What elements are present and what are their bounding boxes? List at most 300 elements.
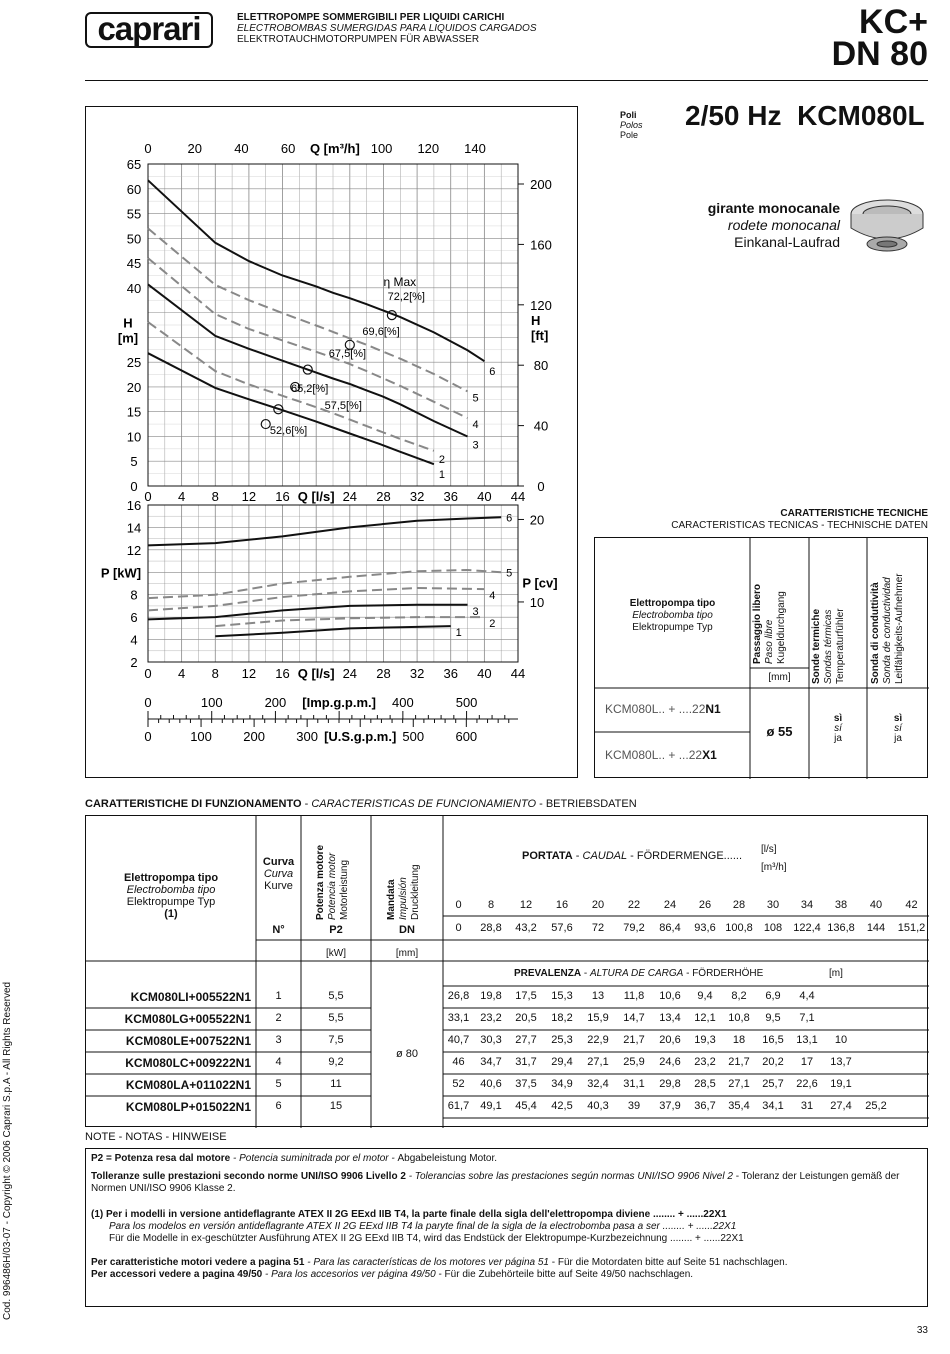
head-value: 13,1 <box>796 1034 818 1046</box>
q-ls-axis-label-bottom: Q [l/s] <box>297 666 335 681</box>
header-titles <box>237 12 537 45</box>
p-kw-tick: 12 <box>126 542 142 558</box>
flow-m3h-value: 100,8 <box>725 922 753 934</box>
head-curve-number: 2 <box>438 453 445 466</box>
op-power-header <box>315 820 351 920</box>
head-value: 29,4 <box>551 1056 573 1068</box>
op-outlet-it: Mandata <box>386 879 397 920</box>
imp-tick: 0 <box>144 695 152 710</box>
tech-pass-unit: [mm] <box>768 672 791 683</box>
q-m3h-tick: 140 <box>464 141 486 156</box>
pump-curve-number: 4 <box>275 1056 282 1068</box>
h-ft-tick: 0 <box>537 479 545 494</box>
head-value: 10,8 <box>728 1012 750 1024</box>
us-tick: 300 <box>296 729 319 744</box>
head-value: 29,8 <box>659 1078 681 1090</box>
note-p2 <box>91 1153 922 1165</box>
op-type-es: Electrobomba tipo <box>126 884 216 896</box>
head-value: 19,1 <box>830 1078 852 1090</box>
op-prev-unit: [m] <box>829 968 843 979</box>
note-acc-it: Per accessori vedere a pagina 49/50 <box>91 1269 263 1280</box>
pump-power: 5,5 <box>328 990 344 1002</box>
efficiency-label: 57,5[%] <box>324 400 362 413</box>
prev-it: PREVALENZA <box>514 968 582 979</box>
imp-tick: 500 <box>455 695 478 710</box>
flow-ls-value: 16 <box>555 899 569 911</box>
pump-curve-number: 5 <box>275 1078 282 1090</box>
q-m3h-axis-label: Q [m³/h] <box>309 141 360 156</box>
note-atex-de: Für die Modelle in ex-geschützter Ausführung ATEX II 2G EExd IIB T4, wird das Endstück der Elektropumpe-Kurzbezeichnung ........ + ......22X1 <box>109 1233 744 1244</box>
head-value: 22,9 <box>587 1034 609 1046</box>
tech-type-es: Electrobomba tipo <box>632 610 713 621</box>
notes-box <box>85 1148 928 1307</box>
head-value: 37,5 <box>515 1078 537 1090</box>
efficiency-label: 52,6[%] <box>269 424 308 437</box>
head-value: 18 <box>732 1034 746 1046</box>
pump-model: KCM080LE+007522N1 <box>125 1034 251 1048</box>
us-axis-label: [U.S.g.p.m.] <box>324 729 397 744</box>
us-tick: 100 <box>190 729 212 744</box>
h-m-tick: 20 <box>126 379 142 395</box>
pump-power: 9,2 <box>328 1056 344 1068</box>
head-value: 19,3 <box>694 1034 716 1046</box>
op-power-de: Motorleistung <box>339 859 350 920</box>
head-value: 4,4 <box>799 990 815 1002</box>
head-value: 10,6 <box>659 990 681 1002</box>
series-title <box>831 3 928 73</box>
p-kw-axis-label: P [kW] <box>100 565 142 581</box>
note-p2-es: - Potencia suminitrada por el motor - <box>230 1153 398 1164</box>
head-value: 19,8 <box>480 990 502 1002</box>
head-value: 9,4 <box>697 990 713 1002</box>
q-m3h-tick: 0 <box>144 141 152 156</box>
head-value: 33,1 <box>447 1012 470 1024</box>
poli-es: Polos <box>620 120 643 130</box>
head-curve-5 <box>148 228 468 391</box>
q-m3h-tick: 100 <box>370 141 393 156</box>
tech-pass-de: Kugeldurchgang <box>776 591 787 664</box>
efficiency-label: 65,2[%] <box>290 382 329 395</box>
q-ls-tick-mid: 0 <box>144 489 152 504</box>
h-m-axis-unit: [m] <box>117 330 139 346</box>
head-value: 20,2 <box>762 1056 784 1068</box>
series-name: KC+ <box>859 3 928 41</box>
imp-axis-label: [Imp.g.p.m.] <box>302 695 376 710</box>
efficiency-label: 69,6[%] <box>362 325 400 338</box>
page-number: 33 <box>916 1325 928 1336</box>
q-ls-tick-mid: 28 <box>376 489 391 504</box>
cond-yes-de: ja <box>894 733 902 744</box>
head-value: 25,2 <box>865 1100 887 1112</box>
note-acc-es: - Para los accesorios ver página 49/50 <box>262 1269 436 1280</box>
p-kw-tick: 4 <box>130 632 138 648</box>
efficiency-label: 72,2[%] <box>387 291 425 304</box>
q-m3h-tick: 60 <box>280 141 296 156</box>
eta-max-label: η Max <box>383 274 417 289</box>
p-cv-axis-label: P [cv] <box>522 575 558 591</box>
head-value: 45,4 <box>515 1100 537 1112</box>
h-m-tick: 45 <box>126 256 142 272</box>
flow-m3h-value: 79,2 <box>623 922 645 934</box>
head-value: 31 <box>800 1100 814 1112</box>
head-value: 39 <box>627 1100 641 1112</box>
head-value: 52 <box>452 1078 465 1090</box>
head-value: 22,6 <box>796 1078 818 1090</box>
p-kw-tick: 16 <box>126 498 142 513</box>
head-value: 31,7 <box>515 1056 537 1068</box>
us-tick: 500 <box>402 729 425 744</box>
q-ls-tick-bottom: 44 <box>510 666 526 681</box>
q-ls-tick-mid: 40 <box>477 489 492 504</box>
impeller-es: rodete monocanal <box>727 217 840 233</box>
head-value: 61,7 <box>447 1100 470 1112</box>
p-kw-tick: 14 <box>126 520 142 536</box>
us-tick: 600 <box>455 729 478 744</box>
pump-model: KCM080LG+005522N1 <box>124 1012 251 1026</box>
imp-tick: 400 <box>392 695 414 710</box>
flow-ls-value: 0 <box>455 899 462 911</box>
sonde-yes-it: sì <box>833 713 843 724</box>
tech-row-n1 <box>605 702 721 716</box>
note-tol-es: - Tolerancias sobre las prestaciones según normas UNI/ISO 9906 Nivel 2 <box>405 1171 733 1182</box>
p-cv-tick: 10 <box>529 594 545 610</box>
head-value: 27,7 <box>515 1034 537 1046</box>
pump-curve-number: 6 <box>275 1100 282 1112</box>
h-m-tick: 15 <box>126 404 142 420</box>
tech-specs-table <box>594 537 928 778</box>
head-value: 12,1 <box>694 1012 716 1024</box>
prev-es: ALTURA DE CARGA <box>589 968 684 979</box>
note-tolerance <box>91 1171 922 1195</box>
head-value: 13,7 <box>830 1056 852 1068</box>
power-curve-number: 3 <box>472 605 479 618</box>
pump-power: 11 <box>330 1078 342 1090</box>
q-ls-tick-bottom: 0 <box>144 666 152 681</box>
prev-de: FÖRDERHÖHE <box>692 968 764 979</box>
head-value: 8,2 <box>731 990 747 1002</box>
head-curve-number: 3 <box>472 439 479 452</box>
op-type-header <box>86 872 256 920</box>
pump-model: KCM080LC+009222N1 <box>125 1056 251 1070</box>
h-ft-tick: 160 <box>530 237 552 253</box>
op-power-es: Potencia motor <box>327 852 338 920</box>
head-value: 18,2 <box>551 1012 573 1024</box>
model-code: KCM080L <box>797 100 925 131</box>
tech-row1-suffix: N1 <box>705 702 721 716</box>
op-type-note: (1) <box>164 908 178 920</box>
note-acc-de: - Für die Zubehörteile bitte auf Seite 49/50 nachschlagen. <box>435 1269 694 1280</box>
portata-de: FÖRDERMENGE...... <box>636 850 743 862</box>
portata-es: CAUDAL <box>582 850 628 862</box>
h-m-tick: 5 <box>130 454 138 470</box>
q-ls-tick-bottom: 8 <box>211 666 219 681</box>
head-value: 31,1 <box>623 1078 645 1090</box>
head-value: 34,7 <box>480 1056 502 1068</box>
sonde-yes-es: sí <box>834 723 842 734</box>
tech-title-es: CARACTERISTICAS TECNICAS <box>671 520 819 531</box>
h-m-tick: 50 <box>126 231 142 247</box>
op-unit-m3h: [m³/h] <box>761 862 787 873</box>
flow-m3h-value: 43,2 <box>515 922 537 934</box>
tech-type-de: Elektropumpe Typ <box>632 622 713 633</box>
q-ls-tick-bottom: 12 <box>241 666 257 681</box>
flow-m3h-value: 93,6 <box>694 922 716 934</box>
flow-ls-value: 30 <box>766 899 780 911</box>
head-value: 20,6 <box>659 1034 681 1046</box>
p-kw-tick: 8 <box>130 587 138 603</box>
h-m-tick: 0 <box>130 479 138 494</box>
h-m-tick: 10 <box>126 429 142 445</box>
caprari-logo: caprari <box>85 12 213 48</box>
note-motor-es: - Para las características de los motores ver página 51 <box>304 1257 549 1268</box>
q-ls-tick-mid: 32 <box>409 489 425 504</box>
head-curve-number: 5 <box>472 392 479 405</box>
tech-cond-es: Sonda de conductividad <box>882 577 893 684</box>
head-curve-3 <box>148 284 468 436</box>
q-ls-tick-bottom: 4 <box>178 666 186 681</box>
tech-cond-de: Leitfähigkeits-Aufnehmer <box>894 573 905 684</box>
note-p2-it: P2 = Potenza resa dal motore <box>91 1153 231 1164</box>
flow-ls-value: 40 <box>869 899 883 911</box>
head-value: 13 <box>591 990 605 1002</box>
head-value: 34,1 <box>762 1100 784 1112</box>
flow-ls-value: 34 <box>800 899 814 911</box>
h-m-axis-label: H <box>123 315 133 331</box>
flow-ls-value: 22 <box>627 899 641 911</box>
power-curve-6 <box>148 517 501 545</box>
note-motor-it: Per caratteristiche motori vedere a pagina 51 <box>91 1257 305 1268</box>
h-m-tick: 65 <box>126 157 142 172</box>
op-power-it: Potenza motore <box>315 844 326 920</box>
q-ls-axis-label-mid: Q [l/s] <box>297 489 335 504</box>
chart-grid <box>148 164 518 662</box>
q-ls-tick-mid: 4 <box>178 489 186 504</box>
h-m-tick: 25 <box>126 355 142 371</box>
op-curve-es: Curva <box>263 868 294 880</box>
head-value: 27,1 <box>587 1056 609 1068</box>
head-value: 40,6 <box>480 1078 502 1090</box>
head-value: 26,8 <box>447 990 470 1002</box>
head-value: 23,2 <box>694 1056 716 1068</box>
tech-cond-header <box>870 544 906 684</box>
tech-type-it: Elettropompa tipo <box>629 598 716 609</box>
flow-ls-value: 8 <box>487 899 495 911</box>
head-value: 35,4 <box>728 1100 750 1112</box>
op-title-de: BETRIEBSDATEN <box>545 798 637 810</box>
power-curve-number: 5 <box>506 567 513 580</box>
head-value: 42,5 <box>551 1100 573 1112</box>
pump-model: KCM080LA+011022N1 <box>125 1078 251 1092</box>
q-ls-tick-bottom: 40 <box>477 666 492 681</box>
portata-it: PORTATA <box>522 850 573 862</box>
tech-type-header <box>595 598 750 634</box>
head-value: 17,5 <box>515 990 537 1002</box>
q-ls-tick-mid: 44 <box>510 489 526 504</box>
tech-pass-it: Passaggio libero <box>752 583 763 664</box>
head-value: 21,7 <box>623 1034 645 1046</box>
impeller-it: girante monocanale <box>707 200 840 216</box>
op-curve-de: Kurve <box>264 880 293 892</box>
flow-m3h-value: 86,4 <box>659 922 681 934</box>
h-ft-tick: 40 <box>533 418 549 434</box>
op-type-de: Elektropumpe Typ <box>126 896 216 908</box>
imp-tick: 100 <box>200 695 223 710</box>
us-tick: 200 <box>243 729 265 744</box>
tech-pass-es: Paso libre <box>764 619 775 664</box>
q-ls-tick-mid: 24 <box>342 489 358 504</box>
model-heading <box>685 100 925 132</box>
head-value: 30,3 <box>480 1034 502 1046</box>
poli-it: Poli <box>620 110 637 120</box>
q-ls-tick-bottom: 28 <box>376 666 391 681</box>
note-atex-es: Para los modelos en versión antideflagrante ATEX II 2G EExd IIB T4 la paryte final de la sigla de la electrobomba pasa a ser ........ + ......22X1 <box>109 1221 737 1232</box>
title-es: ELECTROBOMBAS SUMERGIDAS PARA LIQUIDOS CARGADOS <box>237 23 537 34</box>
tech-specs-title: CARATTERISTICHE TECNICHE CARACTERISTICAS TECNICAS - TECHNISCHE DATEN <box>594 508 928 532</box>
flow-ls-value: 20 <box>591 899 605 911</box>
op-title-es: CARACTERISTICAS DE FUNCIONAMIENTO <box>311 798 537 810</box>
op-dn-value: ø 80 <box>395 1048 418 1060</box>
head-value: 25,9 <box>623 1056 645 1068</box>
head-value: 27,1 <box>728 1078 750 1090</box>
head-value: 21,7 <box>728 1056 750 1068</box>
title-it: ELETTROPOMPE SOMMERGIBILI PER LIQUIDI CARICHI <box>237 12 505 23</box>
note-atex-it: (1) Per i modelli in versione antideflagrante ATEX II 2G EExd IIB T4, la parte finale della sigla dell'elettropompa diviene ........ + ......22X1 <box>91 1209 727 1220</box>
operating-title: CARATTERISTICHE DI FUNZIONAMENTO - CARACTERISTICAS DE FUNCIONAMIENTO - BETRIEBSDATEN <box>85 798 637 810</box>
head-value: 34,9 <box>551 1078 573 1090</box>
h-ft-axis-label: H <box>531 313 541 329</box>
pump-model: KCM080LI+005522N1 <box>130 990 251 1004</box>
head-curve-number: 1 <box>438 469 445 482</box>
q-ls-tick-mid: 16 <box>275 489 290 504</box>
head-value: 37,9 <box>659 1100 681 1112</box>
frequency: 2/50 Hz <box>685 100 782 131</box>
tech-sonde-es: Sondas térmicas <box>823 609 834 684</box>
q-ls-tick-bottom: 36 <box>443 666 458 681</box>
flow-m3h-value: 28,8 <box>480 922 502 934</box>
impeller-drawing <box>846 192 928 264</box>
flow-m3h-value: 57,6 <box>551 922 573 934</box>
tech-sonde-de: Temperaturfühler <box>835 608 846 684</box>
operating-table <box>85 815 928 1127</box>
h-m-tick: 40 <box>126 280 142 296</box>
op-outlet-header <box>386 840 422 920</box>
head-value: 25,3 <box>551 1034 573 1046</box>
imp-tick: 200 <box>264 695 287 710</box>
power-curve-number: 2 <box>489 618 496 631</box>
poles-label <box>620 110 643 140</box>
head-value: 28,5 <box>694 1078 716 1090</box>
head-value: 10 <box>834 1034 848 1046</box>
tech-cond-it: Sonda di conduttività <box>870 582 881 684</box>
power-curve-number: 1 <box>455 627 462 640</box>
power-curve-5 <box>148 570 501 598</box>
tech-row1-prefix: KCM080L.. + ....22 <box>605 702 706 716</box>
h-m-tick: 55 <box>126 206 142 222</box>
tech-title-de: TECHNISCHE DATEN <box>827 520 928 531</box>
flow-m3h-value: 122,4 <box>793 922 821 934</box>
cond-yes-es: sí <box>894 723 902 734</box>
p-kw-tick: 6 <box>130 610 138 626</box>
op-outlet-sym: DN <box>399 924 415 936</box>
op-title-it: CARATTERISTICHE DI FUNZIONAMENTO <box>85 798 302 810</box>
h-ft-axis-unit: [ft] <box>531 327 549 343</box>
op-curve-n: N° <box>272 924 285 936</box>
tech-sonde-header <box>811 544 847 684</box>
tech-row2-suffix: X1 <box>702 748 717 762</box>
note-tol-de: - Toleranz der Leistungen gemäß der Normen UNI/ISO 9906 Klasse 2. <box>91 1171 900 1194</box>
title-de: ELEKTROTAUCHMOTORPUMPEN FÜR ABWASSER <box>237 34 480 45</box>
notes-title: NOTE - NOTAS - HINWEISE <box>85 1131 227 1143</box>
flow-ls-value: 28 <box>732 899 746 911</box>
op-curve-it: Curva <box>262 856 295 868</box>
pump-model: KCM080LP+015022N1 <box>125 1100 251 1114</box>
tech-row2-prefix: KCM080L.. + ...22 <box>605 748 703 762</box>
flow-ls-value: 26 <box>698 899 712 911</box>
op-outlet-unit: [mm] <box>395 948 419 959</box>
note-tol-it: Tolleranze sulle prestazioni secondo norme UNI/ISO 9906 Livello 2 <box>91 1171 406 1182</box>
head-value: 46 <box>452 1056 465 1068</box>
pump-curve-number: 1 <box>275 990 282 1002</box>
op-unit-ls: [l/s] <box>761 844 777 855</box>
tech-passage-value: ø 55 <box>766 724 793 739</box>
head-value: 36,7 <box>694 1100 716 1112</box>
head-value: 13,4 <box>659 1012 681 1024</box>
q-m3h-tick: 20 <box>187 141 202 156</box>
head-value: 7,1 <box>799 1012 815 1024</box>
flow-ls-value: 12 <box>519 899 533 911</box>
flow-m3h-value: 136,8 <box>827 922 855 934</box>
q-ls-tick-mid: 12 <box>241 489 257 504</box>
head-value: 40,7 <box>447 1034 470 1046</box>
sonde-yes-de: ja <box>834 733 842 744</box>
pump-curve-number: 2 <box>275 1012 282 1024</box>
head-value: 40,3 <box>587 1100 609 1112</box>
head-value: 6,9 <box>765 990 781 1002</box>
op-power-sym: P2 <box>329 924 343 936</box>
op-prevalenza-header: PREVALENZA - ALTURA DE CARGA - FÖRDERHÖHE <box>514 968 764 979</box>
pump-curve-number: 3 <box>275 1034 282 1046</box>
chart-svg <box>86 107 579 779</box>
flow-m3h-value: 0 <box>455 922 462 934</box>
chart-labels <box>101 141 558 744</box>
q-m3h-tick: 40 <box>234 141 249 156</box>
head-value: 23,2 <box>480 1012 502 1024</box>
head-value: 27,4 <box>830 1100 852 1112</box>
flow-ls-value: 38 <box>834 899 848 911</box>
op-power-unit: [kW] <box>326 948 346 959</box>
head-value: 32,4 <box>587 1078 609 1090</box>
pump-power: 15 <box>329 1100 343 1112</box>
tech-cond-value <box>867 714 929 744</box>
tech-row-x1 <box>605 748 717 762</box>
op-outlet-de: Druckleitung <box>410 864 421 920</box>
head-value: 49,1 <box>480 1100 502 1112</box>
pump-power: 5,5 <box>328 1012 344 1024</box>
head-value: 17 <box>800 1056 814 1068</box>
op-outlet-es: Impulsión <box>398 877 409 920</box>
header-rule <box>85 80 928 81</box>
q-ls-tick-bottom: 32 <box>409 666 425 681</box>
poli-en: Pole <box>620 130 639 140</box>
h-m-tick: 60 <box>126 181 142 197</box>
op-type-it: Elettropompa tipo <box>123 872 219 884</box>
head-value: 11,8 <box>623 990 645 1002</box>
head-curve-number: 6 <box>489 366 496 379</box>
impeller-label <box>708 200 840 251</box>
head-value: 20,5 <box>515 1012 537 1024</box>
cond-yes-it: sì <box>893 713 903 724</box>
op-portata-header: PORTATA - CAUDAL - FÖRDERMENGE...... <box>522 850 743 862</box>
